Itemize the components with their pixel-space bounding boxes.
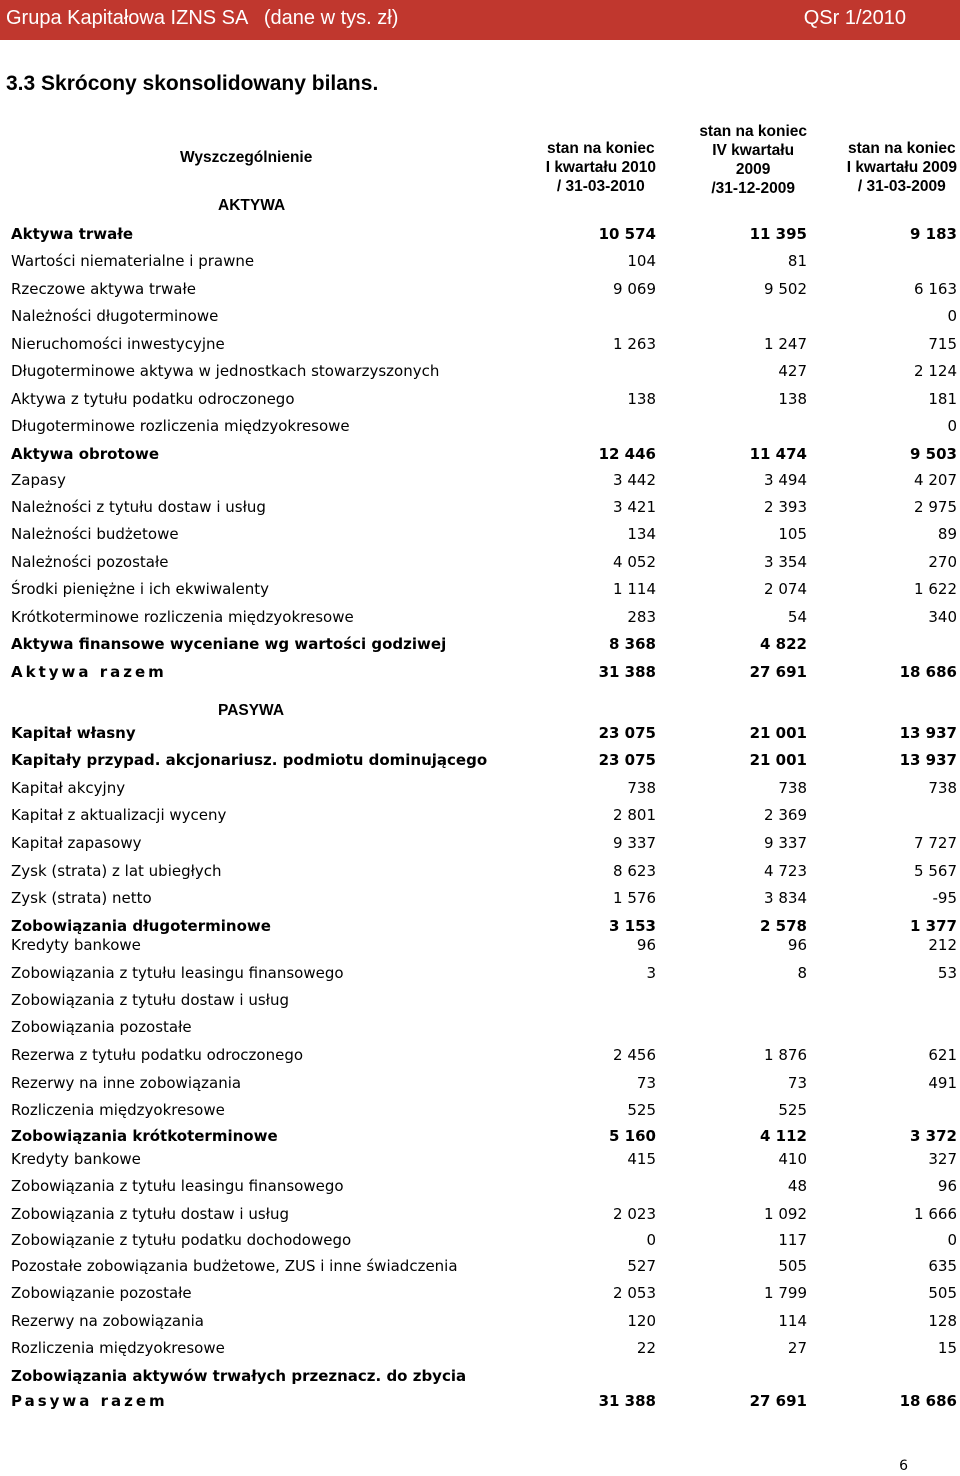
value-2010-q1: 23 075 bbox=[598, 724, 656, 742]
value-2010-q1: 1 576 bbox=[613, 889, 656, 907]
value-2009-q4: 2 074 bbox=[764, 580, 807, 598]
value-2009-q1: 270 bbox=[928, 553, 957, 571]
value-2009-q4: 21 001 bbox=[749, 751, 807, 769]
row-label: Rezerwy na inne zobowiązania bbox=[11, 1074, 242, 1092]
value-2010-q1: 96 bbox=[636, 936, 656, 954]
aktywa-heading: AKTYWA bbox=[218, 197, 286, 214]
column-header-2: stan na koniec IV kwartału 2009 /31-12-2009 bbox=[699, 123, 807, 197]
value-2009-q4: 4 723 bbox=[764, 862, 807, 880]
row-label: Kapitał zapasowy bbox=[11, 834, 142, 852]
value-2009-q4: 27 bbox=[787, 1339, 807, 1357]
value-2010-q1: 1 114 bbox=[613, 580, 656, 598]
row-label: Rozliczenia międzyokresowe bbox=[11, 1339, 225, 1357]
row-label: Należności z tytułu dostaw i usług bbox=[11, 498, 266, 516]
row-label: Należności pozostałe bbox=[11, 553, 169, 571]
value-2009-q1: 621 bbox=[928, 1046, 957, 1064]
value-2010-q1: 1 263 bbox=[613, 335, 656, 353]
row-label: Środki pieniężne i ich ekwiwalenty bbox=[11, 580, 269, 598]
value-2009-q1: 715 bbox=[928, 335, 957, 353]
value-2009-q4: 114 bbox=[778, 1312, 807, 1330]
value-2010-q1: 9 069 bbox=[613, 280, 656, 298]
row-label: Pozostałe zobowiązania budżetowe, ZUS i inne świadczenia bbox=[11, 1257, 458, 1275]
value-2009-q1: 18 686 bbox=[899, 663, 957, 681]
row-label: Długoterminowe aktywa w jednostkach stowarzyszonych bbox=[11, 362, 440, 380]
value-2010-q1: 283 bbox=[627, 608, 656, 626]
value-2009-q1: 635 bbox=[928, 1257, 957, 1275]
value-2009-q1: 212 bbox=[928, 936, 957, 954]
page-number: 6 bbox=[899, 1458, 908, 1474]
row-label: Kapitał własny bbox=[11, 724, 136, 742]
row-label: Należności budżetowe bbox=[11, 525, 179, 543]
value-2009-q4: 27 691 bbox=[749, 1392, 807, 1410]
value-2009-q1: 6 163 bbox=[914, 280, 957, 298]
value-2010-q1: 3 bbox=[646, 964, 656, 982]
value-2009-q4: 8 bbox=[797, 964, 807, 982]
row-label: Zobowiązania z tytułu leasingu finansowego bbox=[11, 1177, 344, 1195]
row-label: Zobowiązania z tytułu dostaw i usług bbox=[11, 1205, 289, 1223]
value-2009-q4: 1 799 bbox=[764, 1284, 807, 1302]
value-2010-q1: 138 bbox=[627, 390, 656, 408]
row-label: Kapitał z aktualizacji wyceny bbox=[11, 806, 227, 824]
row-label: Rezerwa z tytułu podatku odroczonego bbox=[11, 1046, 304, 1064]
value-2010-q1: 8 368 bbox=[609, 635, 656, 653]
row-label: Aktywa trwałe bbox=[11, 225, 134, 243]
value-2009-q1: 13 937 bbox=[899, 751, 957, 769]
value-2009-q1: 0 bbox=[947, 307, 957, 325]
pasywa-heading: PASYWA bbox=[218, 702, 285, 719]
value-2009-q4: 11 474 bbox=[749, 445, 807, 463]
value-2009-q4: 54 bbox=[787, 608, 807, 626]
label-column-header: Wyszczególnienie bbox=[180, 149, 313, 166]
value-2009-q4: 48 bbox=[787, 1177, 807, 1195]
header-right: QSr 1/2010 bbox=[803, 7, 906, 29]
value-2010-q1: 2 801 bbox=[613, 806, 656, 824]
value-2009-q4: 4 112 bbox=[760, 1127, 807, 1145]
row-label: Zobowiązania aktywów trwałych przeznacz. do zbycia bbox=[11, 1367, 467, 1385]
value-2009-q4: 2 578 bbox=[760, 917, 807, 935]
row-label: Należności długoterminowe bbox=[11, 307, 219, 325]
value-2009-q4: 11 395 bbox=[749, 225, 807, 243]
row-label: Zobowiązania długoterminowe bbox=[11, 917, 271, 935]
row-label: Zysk (strata) z lat ubiegłych bbox=[11, 862, 222, 880]
row-label: Krótkoterminowe rozliczenia międzyokresowe bbox=[11, 608, 354, 626]
value-2009-q1: 3 372 bbox=[910, 1127, 957, 1145]
value-2009-q4: 73 bbox=[787, 1074, 807, 1092]
value-2009-q1: 53 bbox=[937, 964, 957, 982]
value-2009-q1: 0 bbox=[947, 1231, 957, 1249]
value-2009-q1: 18 686 bbox=[899, 1392, 957, 1410]
row-label: Zobowiązanie pozostałe bbox=[11, 1284, 192, 1302]
row-label: Aktywa finansowe wyceniane wg wartości godziwej bbox=[11, 635, 447, 653]
value-2009-q1: 505 bbox=[928, 1284, 957, 1302]
value-2009-q1: 15 bbox=[937, 1339, 957, 1357]
row-label: Kredyty bankowe bbox=[11, 936, 141, 954]
value-2009-q1: 1 622 bbox=[914, 580, 957, 598]
value-2010-q1: 525 bbox=[627, 1101, 656, 1119]
value-2009-q4: 9 337 bbox=[764, 834, 807, 852]
value-2010-q1: 8 623 bbox=[613, 862, 656, 880]
column-header-1: stan na koniec I kwartału 2010 / 31-03-2010 bbox=[545, 140, 656, 195]
value-2009-q4: 525 bbox=[778, 1101, 807, 1119]
value-2010-q1: 5 160 bbox=[609, 1127, 656, 1145]
row-label: Zapasy bbox=[11, 471, 66, 489]
value-2009-q4: 3 354 bbox=[764, 553, 807, 571]
value-2009-q4: 738 bbox=[778, 779, 807, 797]
value-2010-q1: 3 421 bbox=[613, 498, 656, 516]
row-label: Aktywa razem bbox=[11, 663, 167, 681]
row-label: Zobowiązania z tytułu leasingu finansowego bbox=[11, 964, 344, 982]
row-label: Zobowiązania krótkoterminowe bbox=[11, 1127, 278, 1145]
row-label: Zysk (strata) netto bbox=[11, 889, 152, 907]
value-2009-q4: 505 bbox=[778, 1257, 807, 1275]
value-2009-q1: 128 bbox=[928, 1312, 957, 1330]
value-2009-q1: 2 975 bbox=[914, 498, 957, 516]
value-2009-q4: 2 369 bbox=[764, 806, 807, 824]
value-2009-q1: 1 377 bbox=[910, 917, 957, 935]
row-label: Zobowiązanie z tytułu podatku dochodowego bbox=[11, 1231, 352, 1249]
column-header-3: stan na koniec I kwartału 2009 / 31-03-2009 bbox=[846, 140, 957, 195]
row-label: Kredyty bankowe bbox=[11, 1150, 141, 1168]
row-label: Długoterminowe rozliczenia międzyokresowe bbox=[11, 417, 350, 435]
value-2009-q4: 410 bbox=[778, 1150, 807, 1168]
value-2009-q1: 0 bbox=[947, 417, 957, 435]
value-2010-q1: 2 456 bbox=[613, 1046, 656, 1064]
value-2010-q1: 31 388 bbox=[598, 663, 656, 681]
value-2009-q4: 3 494 bbox=[764, 471, 807, 489]
value-2010-q1: 31 388 bbox=[598, 1392, 656, 1410]
value-2010-q1: 527 bbox=[627, 1257, 656, 1275]
row-label: Aktywa z tytułu podatku odroczonego bbox=[11, 390, 295, 408]
value-2009-q4: 1 092 bbox=[764, 1205, 807, 1223]
value-2009-q4: 1 876 bbox=[764, 1046, 807, 1064]
value-2009-q4: 138 bbox=[778, 390, 807, 408]
value-2009-q1: 340 bbox=[928, 608, 957, 626]
value-2010-q1: 2 023 bbox=[613, 1205, 656, 1223]
value-2010-q1: 10 574 bbox=[598, 225, 656, 243]
value-2009-q1: 738 bbox=[928, 779, 957, 797]
value-2009-q4: 427 bbox=[778, 362, 807, 380]
row-label: Nieruchomości inwestycyjne bbox=[11, 335, 225, 353]
row-label: Zobowiązania pozostałe bbox=[11, 1018, 192, 1036]
row-label: Zobowiązania z tytułu dostaw i usług bbox=[11, 991, 289, 1009]
value-2009-q4: 3 834 bbox=[764, 889, 807, 907]
value-2010-q1: 4 052 bbox=[613, 553, 656, 571]
value-2010-q1: 0 bbox=[646, 1231, 656, 1249]
value-2009-q4: 9 502 bbox=[764, 280, 807, 298]
value-2009-q1: 96 bbox=[937, 1177, 957, 1195]
value-2010-q1: 12 446 bbox=[598, 445, 656, 463]
value-2009-q4: 27 691 bbox=[749, 663, 807, 681]
value-2009-q1: 13 937 bbox=[899, 724, 957, 742]
value-2009-q1: 181 bbox=[928, 390, 957, 408]
value-2010-q1: 23 075 bbox=[598, 751, 656, 769]
header-left: Grupa Kapitałowa IZNS SA (dane w tys. zł) bbox=[6, 7, 399, 29]
value-2010-q1: 104 bbox=[627, 252, 656, 270]
value-2010-q1: 120 bbox=[627, 1312, 656, 1330]
value-2009-q4: 1 247 bbox=[764, 335, 807, 353]
value-2009-q1: -95 bbox=[932, 889, 957, 907]
value-2009-q4: 117 bbox=[778, 1231, 807, 1249]
value-2009-q1: 2 124 bbox=[914, 362, 957, 380]
value-2010-q1: 738 bbox=[627, 779, 656, 797]
value-2009-q1: 9 183 bbox=[910, 225, 957, 243]
row-label: Rezerwy na zobowiązania bbox=[11, 1312, 204, 1330]
value-2009-q1: 7 727 bbox=[914, 834, 957, 852]
row-label: Rzeczowe aktywa trwałe bbox=[11, 280, 196, 298]
value-2009-q4: 21 001 bbox=[749, 724, 807, 742]
row-label: Wartości niematerialne i prawne bbox=[11, 252, 255, 270]
row-label: Pasywa razem bbox=[11, 1392, 168, 1410]
value-2009-q1: 327 bbox=[928, 1150, 957, 1168]
value-2009-q1: 9 503 bbox=[910, 445, 957, 463]
value-2009-q4: 4 822 bbox=[760, 635, 807, 653]
value-2010-q1: 2 053 bbox=[613, 1284, 656, 1302]
value-2009-q1: 1 666 bbox=[914, 1205, 957, 1223]
value-2009-q1: 89 bbox=[937, 525, 957, 543]
value-2010-q1: 415 bbox=[627, 1150, 656, 1168]
value-2009-q1: 5 567 bbox=[914, 862, 957, 880]
value-2010-q1: 3 442 bbox=[613, 471, 656, 489]
value-2010-q1: 3 153 bbox=[609, 917, 656, 935]
value-2010-q1: 22 bbox=[636, 1339, 656, 1357]
value-2010-q1: 134 bbox=[627, 525, 656, 543]
row-label: Rozliczenia międzyokresowe bbox=[11, 1101, 225, 1119]
value-2009-q4: 105 bbox=[778, 525, 807, 543]
row-label: Aktywa obrotowe bbox=[11, 445, 159, 463]
row-label: Kapitały przypad. akcjonariusz. podmiotu dominującego bbox=[11, 751, 488, 769]
value-2009-q4: 81 bbox=[787, 252, 807, 270]
value-2009-q4: 2 393 bbox=[764, 498, 807, 516]
value-2010-q1: 9 337 bbox=[613, 834, 656, 852]
value-2009-q4: 96 bbox=[787, 936, 807, 954]
row-label: Kapitał akcyjny bbox=[11, 779, 126, 797]
value-2009-q1: 491 bbox=[928, 1074, 957, 1092]
value-2009-q1: 4 207 bbox=[914, 471, 957, 489]
section-title: 3.3 Skrócony skonsolidowany bilans. bbox=[6, 72, 379, 95]
value-2010-q1: 73 bbox=[636, 1074, 656, 1092]
header-bar bbox=[0, 0, 960, 40]
